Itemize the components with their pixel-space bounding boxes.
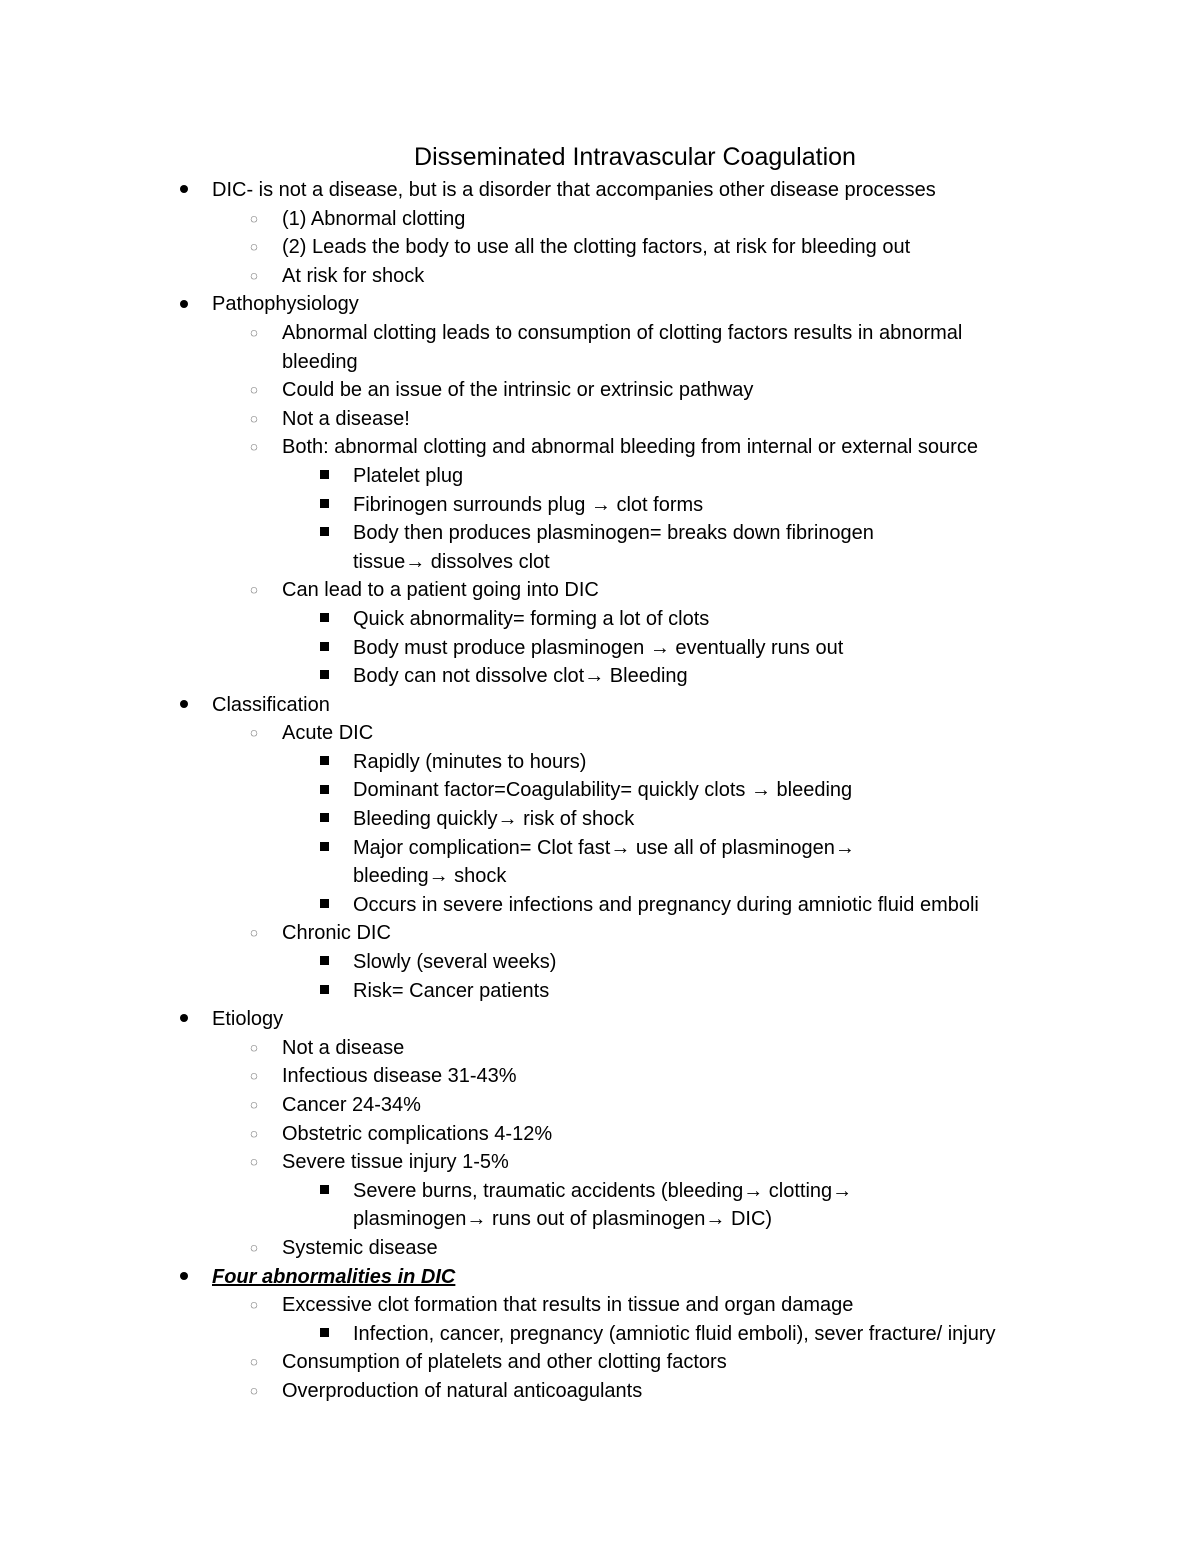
list-item-text: Platelet plug	[353, 464, 464, 487]
list-item-level-2	[0, 348, 1200, 377]
list-item-text: bleeding	[282, 350, 358, 373]
bullet-ring-icon: ◌	[250, 382, 258, 398]
list-item-level-2	[0, 1234, 1200, 1263]
list-item-text: At risk for shock	[282, 264, 425, 287]
list-item-level-2	[0, 233, 1200, 262]
list-item-level-3	[0, 1320, 1200, 1349]
bullet-square-icon	[314, 891, 334, 920]
list-item-level-3	[0, 605, 1200, 634]
list-item-level-2	[0, 719, 1200, 748]
list-item-text: Classification	[212, 693, 330, 716]
list-item-text: Excessive clot formation that results in tissue and organ damage	[282, 1294, 854, 1317]
list-item-level-2	[0, 1062, 1200, 1091]
list-item-text: (2) Leads the body to use all the clotting factors, at risk for bleeding out	[282, 236, 911, 259]
list-item-text: tissue→ dissolves clot	[353, 550, 550, 573]
outline-list	[0, 176, 1200, 1406]
bullet-dot-icon	[174, 290, 194, 319]
list-item-level-3	[0, 1177, 1200, 1206]
list-item-text: Body then produces plasminogen= breaks down fibrinogen	[353, 522, 874, 545]
list-item-text: Chronic DIC	[282, 922, 391, 945]
list-item-text: Can lead to a patient going into DIC	[282, 579, 599, 602]
bullet-ring-icon: ◌	[250, 439, 258, 455]
list-item-level-2	[0, 1291, 1200, 1320]
list-item-level-1	[0, 176, 1200, 205]
bullet-square-icon	[314, 634, 334, 663]
list-item-text: Not a disease!	[282, 407, 410, 430]
bullet-square-icon	[314, 834, 334, 863]
list-item-level-2	[0, 1034, 1200, 1063]
list-item-text: Fibrinogen surrounds plug → clot forms	[353, 493, 704, 516]
list-item-level-2	[0, 919, 1200, 948]
list-item-text: Body must produce plasminogen → eventually runs out	[353, 636, 844, 659]
list-item-text: Quick abnormality= forming a lot of clots	[353, 607, 710, 630]
bullet-ring-icon: ◌	[250, 725, 258, 741]
list-item-text: plasminogen→ runs out of plasminogen→ DIC)	[353, 1208, 773, 1231]
bullet-ring-icon: ◌	[250, 925, 258, 941]
list-item-text: Obstetric complications 4-12%	[282, 1122, 553, 1145]
list-item-level-2	[0, 1120, 1200, 1149]
bullet-square-icon	[314, 605, 334, 634]
list-item-text: Infection, cancer, pregnancy (amniotic fluid emboli), sever fracture/ injury	[353, 1322, 996, 1345]
bullet-square-icon	[314, 1177, 334, 1206]
list-item-level-1	[0, 290, 1200, 319]
list-item-text: Cancer 24-34%	[282, 1094, 421, 1116]
bullet-square-icon	[314, 748, 334, 777]
list-item-text: Not a disease	[282, 1036, 405, 1059]
bullet-ring-icon: ◌	[250, 1239, 258, 1255]
list-item-text: Body can not dissolve clot→ Bleeding	[353, 665, 688, 688]
bullet-ring-icon: ◌	[250, 1297, 258, 1313]
bullet-dot-icon	[174, 1263, 194, 1292]
bullet-square-icon	[314, 462, 334, 491]
bullet-dot-icon	[174, 691, 194, 720]
list-item-level-2	[0, 1377, 1200, 1406]
list-item-level-3	[0, 634, 1200, 663]
bullet-ring-icon: ◌	[250, 1154, 258, 1170]
list-item-level-2	[0, 262, 1200, 291]
list-item-level-3	[0, 862, 1200, 891]
list-item-level-2	[0, 376, 1200, 405]
list-item-text: Infectious disease 31-43%	[282, 1065, 517, 1088]
list-item-text: Etiology	[212, 1008, 284, 1031]
list-item-text: Bleeding quickly→ risk of shock	[353, 808, 635, 831]
list-item-level-2	[0, 319, 1200, 348]
list-item-level-3	[0, 948, 1200, 977]
list-item-text: Dominant factor=Coagulability= quickly clots → bleeding	[353, 779, 853, 802]
section-heading-text: Four abnormalities in DIC	[212, 1265, 456, 1288]
list-item-level-2	[0, 433, 1200, 462]
list-item-text: Pathophysiology	[212, 293, 359, 316]
list-item-level-2	[0, 205, 1200, 234]
list-item-level-2	[0, 405, 1200, 434]
list-item-text: Could be an issue of the intrinsic or extrinsic pathway	[282, 379, 754, 402]
list-item-level-3	[0, 891, 1200, 920]
list-item-level-3	[0, 662, 1200, 691]
list-item-level-2	[0, 576, 1200, 605]
list-item-level-1	[0, 691, 1200, 720]
list-item-level-3	[0, 1205, 1200, 1234]
list-item-text: Acute DIC	[282, 722, 374, 745]
bullet-ring-icon: ◌	[250, 1068, 258, 1084]
bullet-square-icon	[314, 805, 334, 834]
list-item-level-3	[0, 748, 1200, 777]
list-item-level-2	[0, 1091, 1200, 1120]
list-item-level-1	[0, 1263, 1200, 1292]
list-item-text: Occurs in severe infections and pregnancy during amniotic fluid emboli	[353, 893, 979, 916]
list-item-text: Systemic disease	[282, 1236, 438, 1259]
bullet-ring-icon: ◌	[250, 1097, 258, 1112]
list-item-level-3	[0, 805, 1200, 834]
bullet-ring-icon: ◌	[250, 1354, 258, 1370]
list-item-level-2	[0, 1348, 1200, 1377]
bullet-square-icon	[314, 1320, 334, 1349]
document-title: Disseminated Intravascular Coagulation	[414, 143, 856, 171]
list-item-text: Severe burns, traumatic accidents (bleeding→ clotting→	[353, 1179, 853, 1202]
list-item-text: Major complication= Clot fast→ use all of plasminogen→	[353, 836, 855, 859]
bullet-ring-icon: ◌	[250, 239, 258, 255]
bullet-square-icon	[314, 519, 334, 548]
list-item-level-3	[0, 519, 1200, 548]
list-item-text: bleeding→ shock	[353, 865, 507, 888]
list-item-level-3	[0, 834, 1200, 863]
bullet-ring-icon: ◌	[250, 267, 258, 283]
list-item-text: Overproduction of natural anticoagulants	[282, 1379, 643, 1402]
bullet-square-icon	[314, 776, 334, 805]
list-item-level-3	[0, 548, 1200, 577]
bullet-ring-icon: ◌	[250, 410, 258, 426]
list-item-text: Severe tissue injury 1-5%	[282, 1151, 509, 1174]
bullet-dot-icon	[174, 176, 194, 205]
list-item-text: Risk= Cancer patients	[353, 979, 550, 1002]
bullet-ring-icon: ◌	[250, 1039, 258, 1055]
list-item-level-1	[0, 1005, 1200, 1034]
list-item-level-3	[0, 462, 1200, 491]
bullet-ring-icon: ◌	[250, 582, 258, 598]
list-item-text: Slowly (several weeks)	[353, 951, 557, 974]
bullet-ring-icon: ◌	[250, 324, 258, 340]
list-item-level-3	[0, 776, 1200, 805]
list-item-text: DIC- is not a disease, but is a disorder that accompanies other disease processes	[212, 179, 936, 201]
list-item-text: (1) Abnormal clotting	[282, 207, 466, 230]
list-item-level-2	[0, 1148, 1200, 1177]
bullet-square-icon	[314, 977, 334, 1006]
list-item-text: Both: abnormal clotting and abnormal bleeding from internal or external source	[282, 436, 978, 459]
list-item-text: Abnormal clotting leads to consumption of clotting factors results in abnormal	[282, 321, 963, 344]
list-item-text: Consumption of platelets and other clotting factors	[282, 1351, 727, 1374]
list-item-level-3	[0, 491, 1200, 520]
bullet-ring-icon: ◌	[250, 1125, 258, 1141]
bullet-dot-icon	[174, 1005, 194, 1034]
list-item-level-3	[0, 977, 1200, 1006]
bullet-ring-icon: ◌	[250, 1382, 258, 1398]
bullet-ring-icon: ◌	[250, 210, 258, 226]
bullet-square-icon	[314, 491, 334, 520]
bullet-square-icon	[314, 662, 334, 691]
bullet-square-icon	[314, 948, 334, 977]
list-item-text: Rapidly (minutes to hours)	[353, 750, 587, 773]
